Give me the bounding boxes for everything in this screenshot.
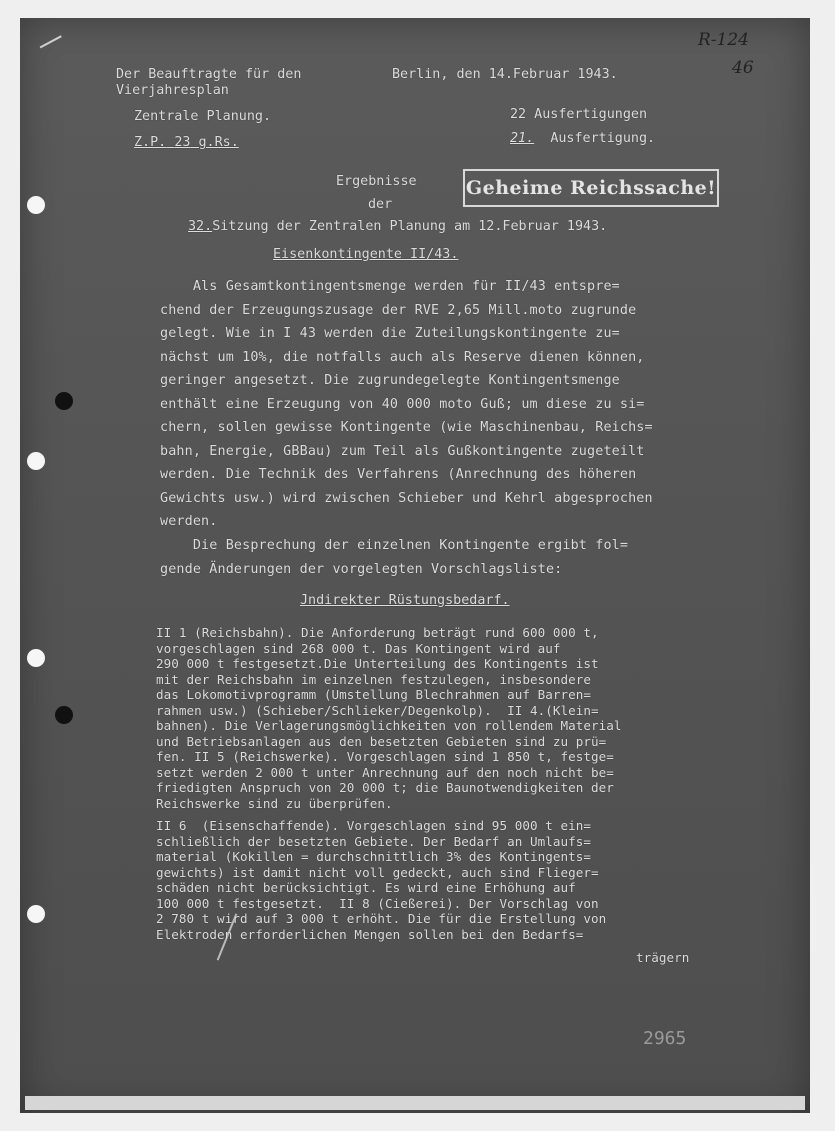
block-line: rahmen usw.) (Schieber/Schlieker/Degenkolp). II 4.(Klein= bbox=[156, 703, 599, 718]
ref-number: 23 bbox=[174, 135, 191, 150]
paragraph-line: gelegt. Wie in I 43 werden die Zuteilungskontingente zu= bbox=[160, 326, 620, 341]
paragraph-line: enthält eine Erzeugung von 40 000 moto Guß; um diese zu si= bbox=[160, 397, 645, 412]
paragraph-line: bahn, Energie, GBBau) zum Teil als Gußkontingente zugeteilt bbox=[160, 444, 645, 459]
section-heading: Jndirekter Rüstungsbedarf. bbox=[300, 593, 510, 608]
block-line: Elektroden erforderlichen Mengen sollen bei den Bedarfs= bbox=[156, 927, 584, 942]
punch-hole-icon bbox=[27, 649, 45, 667]
block-line: Reichswerke sind zu überprüfen. bbox=[156, 796, 393, 811]
archive-page: 46 bbox=[732, 58, 754, 78]
punch-hole-icon bbox=[27, 905, 45, 923]
reference-line bbox=[134, 134, 239, 152]
place-date: Berlin, den 14.Februar 1943. bbox=[392, 67, 618, 82]
block-line: und Betriebsanlagen aus den besetzten Gebieten sind zu prü= bbox=[156, 734, 607, 749]
catchword: trägern bbox=[636, 950, 690, 965]
punch-hole-icon bbox=[55, 706, 73, 724]
paragraph-line: nächst um 10%, die notfalls auch als Reserve dienen können, bbox=[160, 350, 645, 365]
block-line: material (Kokillen = durchschnittlich 3% des Kontingents= bbox=[156, 849, 592, 864]
org-line-1: Der Beauftragte für den bbox=[116, 67, 302, 82]
paragraph-line: Als Gesamtkontingentsmenge werden für II/43 entspre= bbox=[160, 279, 620, 294]
punch-hole-icon bbox=[27, 196, 45, 214]
block-line: das Lokomotivprogramm (Umstellung Blechrahmen auf Barren= bbox=[156, 687, 592, 702]
copy-label: Ausfertigung. bbox=[550, 131, 656, 146]
org-line-2: Vierjahresplan bbox=[116, 83, 229, 98]
paragraph-line: chern, sollen gewisse Kontingente (wie Maschinenbau, Reichs= bbox=[160, 420, 653, 435]
block-line: 290 000 t festgesetzt.Die Unterteilung des Kontingents ist bbox=[156, 656, 599, 671]
paragraph-line: Die Besprechung der einzelnen Kontingente ergibt fol= bbox=[160, 538, 629, 553]
session-text: Sitzung der Zentralen Planung am 12.Februar 1943. bbox=[212, 219, 608, 234]
paragraph-line: werden. bbox=[160, 514, 218, 529]
ref-prefix: Z.P. bbox=[134, 135, 167, 150]
block-line: vorgeschlagen sind 268 000 t. Das Kontingent wird auf bbox=[156, 641, 561, 656]
title-line-1: Ergebnisse bbox=[336, 174, 417, 189]
paragraph-line: gende Änderungen der vorgelegten Vorschlagsliste: bbox=[160, 562, 563, 577]
paragraph-line: Gewichts usw.) wird zwischen Schieber und Kehrl abgesprochen bbox=[160, 491, 653, 506]
punch-hole-icon bbox=[27, 452, 45, 470]
block-line: schäden nicht berücksichtigt. Es wird eine Erhöhung auf bbox=[156, 880, 576, 895]
block-line: bahnen). Die Verlagerungsmöglichkeiten von rollendem Material bbox=[156, 718, 622, 733]
department: Zentrale Planung. bbox=[134, 109, 272, 124]
block-line: friedigten Anspruch von 20 000 t; die Baunotwendigkeiten der bbox=[156, 780, 614, 795]
block-line: setzt werden 2 000 t unter Anrechnung auf den noch nicht be= bbox=[156, 765, 614, 780]
punch-hole-icon bbox=[55, 392, 73, 410]
subject-heading: Eisenkontingente II/43. bbox=[273, 247, 459, 262]
block-line: 2 780 t wird auf 3 000 t erhöht. Die für die Erstellung von bbox=[156, 911, 607, 926]
copy-number: 21. bbox=[510, 131, 535, 146]
paragraph-line: geringer angesetzt. Die zugrundegelegte Kontingentsmenge bbox=[160, 373, 620, 388]
copy-line bbox=[510, 130, 655, 148]
block-line: II 1 (Reichsbahn). Die Anforderung beträgt rund 600 000 t, bbox=[156, 625, 599, 640]
secret-stamp: Geheime Reichssache! bbox=[463, 169, 719, 207]
session-number: 32. bbox=[188, 219, 213, 234]
session-line bbox=[188, 218, 607, 236]
ref-suffix: g.Rs. bbox=[198, 135, 239, 150]
title-line-2: der bbox=[368, 197, 393, 212]
archive-mark: R-124 bbox=[698, 30, 749, 50]
block-line: gewichts) ist damit nicht voll gedeckt, auch sind Flieger= bbox=[156, 865, 599, 880]
block-line: fen. II 5 (Reichswerke). Vorgeschlagen sind 1 850 t, festge= bbox=[156, 749, 614, 764]
block-line: mit der Reichsbahn im einzelnen festzulegen, insbesondere bbox=[156, 672, 592, 687]
paragraph-line: chend der Erzeugungszusage der RVE 2,65 Mill.moto zugrunde bbox=[160, 303, 637, 318]
block-line: schließlich der besetzten Gebiete. Der Bedarf an Umlaufs= bbox=[156, 834, 592, 849]
copies-total: 22 Ausfertigungen bbox=[510, 107, 648, 122]
block-line: 100 000 t festgesetzt. II 8 (Cießerei). Der Vorschlag von bbox=[156, 896, 599, 911]
bottom-edge-strip bbox=[25, 1096, 805, 1110]
block-line: II 6 (Eisenschaffende). Vorgeschlagen sind 95 000 t ein= bbox=[156, 818, 592, 833]
paragraph-line: werden. Die Technik des Verfahrens (Anrechnung des höheren bbox=[160, 467, 637, 482]
page-number: 2965 bbox=[643, 1028, 687, 1049]
